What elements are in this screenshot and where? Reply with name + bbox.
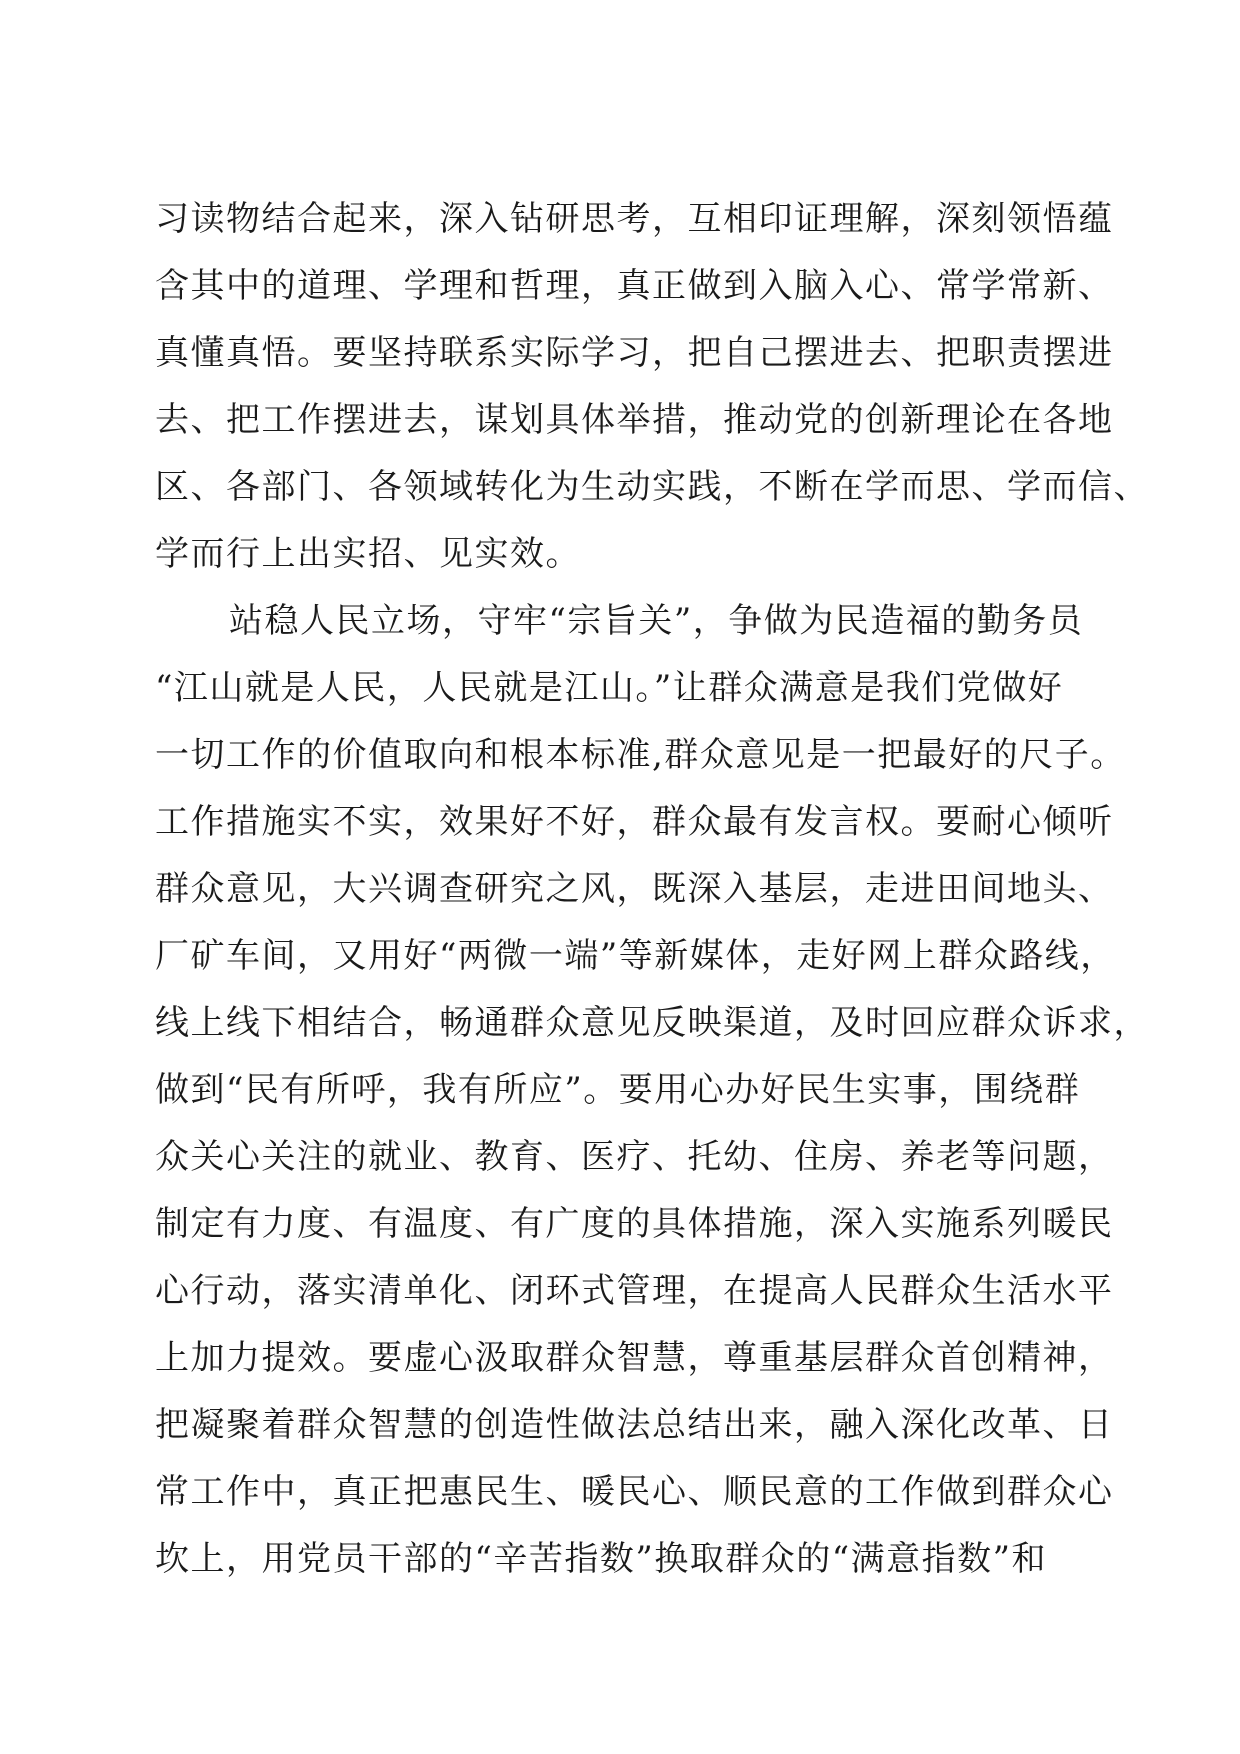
text-line: 众关心关注的就业、教育、医疗、托幼、住房、养老等问题， [155,1137,1114,1177]
text-line: 区、各部门、各领域转化为生动实践，不断在学而思、学而信、 [155,467,1149,507]
text-line: 真懂真悟。要坚持联系实际学习，把自己摆进去、把职责摆进 [155,333,1114,373]
text-line: 学而行上出实招、见实效。 [155,534,581,574]
text-line: 线上线下相结合，畅通群众意见反映渠道，及时回应群众诉求， [155,1003,1149,1043]
text-line: 坎上，用党员干部的“辛苦指数”换取群众的“满意指数”和 [155,1539,1048,1579]
text-line: 心行动，落实清单化、闭环式管理，在提高人民群众生活水平 [155,1271,1114,1311]
text-line: 制定有力度、有温度、有广度的具体措施，深入实施系列暖民 [155,1204,1114,1244]
text-line: 上加力提效。要虚心汲取群众智慧，尊重基层群众首创精神， [155,1338,1114,1378]
text-line: 做到“民有所呼，我有所应”。要用心办好民生实事，围绕群 [155,1070,1081,1110]
text-line: 去、把工作摆进去，谋划具体举措，推动党的创新理论在各地 [155,400,1114,440]
text-line: 厂矿车间，又用好“两微一端”等新媒体，走好网上群众路线， [155,936,1116,976]
text-line: 习读物结合起来，深入钻研思考，互相印证理解，深刻领悟蕴 [155,199,1114,239]
text-line: 把凝聚着群众智慧的创造性做法总结出来，融入深化改革、日 [155,1405,1114,1445]
text-line: “江山就是人民，人民就是江山。”让群众满意是我们党做好 [155,668,1064,708]
text-line: 常工作中，真正把惠民生、暖民心、顺民意的工作做到群众心 [155,1472,1114,1512]
text-line: 一切工作的价值取向和根本标准,群众意见是一把最好的尺子。 [155,735,1126,775]
text-line: 群众意见，大兴调查研究之风，既深入基层，走进田间地头、 [155,869,1114,909]
text-line: 含其中的道理、学理和哲理，真正做到入脑入心、常学常新、 [155,266,1114,306]
section-heading: 站稳人民立场，守牢“宗旨关”，争做为民造福的勤务员 [229,601,1084,641]
text-line: 工作措施实不实，效果好不好，群众最有发言权。要耐心倾听 [155,802,1114,842]
body-text [155,186,1149,1593]
